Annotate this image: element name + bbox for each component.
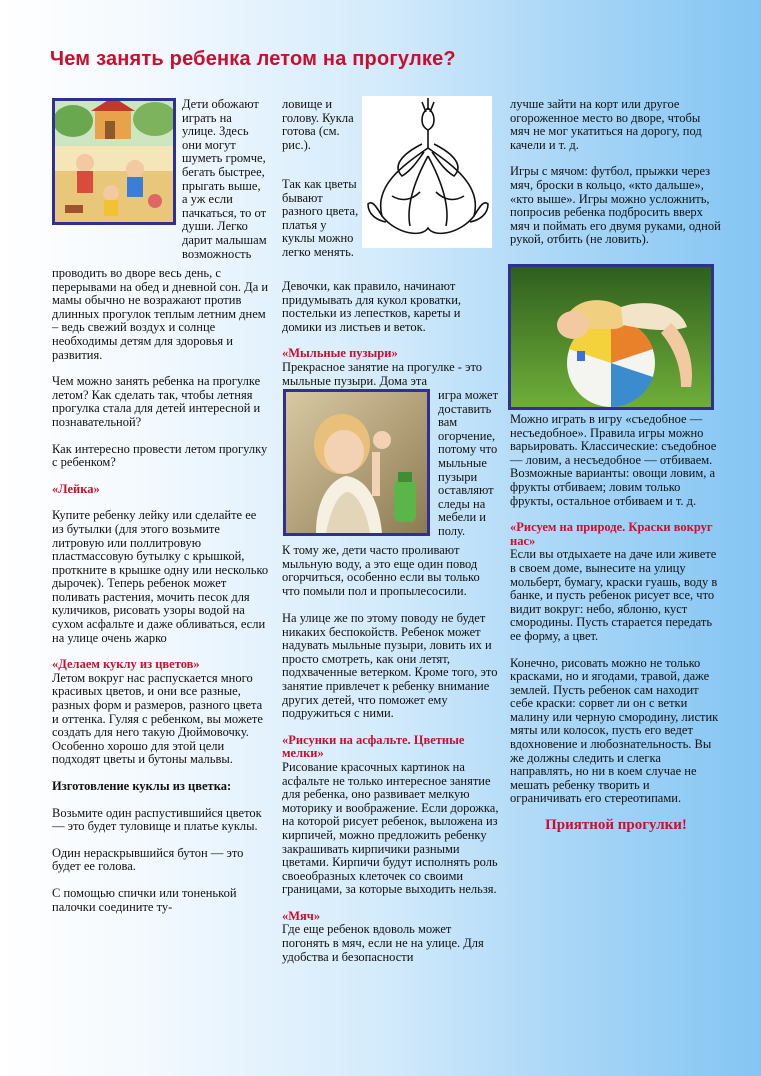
flower-doll-drawing [362,96,492,248]
heading-flower-doll: «Делаем куклу из цветов» [52,657,200,672]
ball-games-paragraph: Игры с мячом: футбол, прыжки через мяч, броски в кольцо, «кто дальше», «кто выше». Игры можно усложнить, попросив ребенка подбросить вверх мяч и поймать его двумя руками, одной рукой, отбить (не ловить). [510,164,721,247]
doll-step-2: Один нераскрывшийся бутон — это будет ее голова. [52,845,244,874]
heading-watering-can: «Лейка» [52,481,100,496]
heading-asphalt-drawing: «Рисунки на асфальте. Цветные мелки» [282,732,465,761]
girl-bubbles-photo [283,389,430,536]
ball-continued-paragraph: лучше зайти на корт или другое огороженное место во дворе, чтобы мяч не мог укатиться на дорогу, под качели и т. д. [510,97,702,152]
col2-body [282,612,500,977]
heading-soap-bubbles: «Мыльные пузыри» [282,346,398,360]
ball-paragraph: Где еще ребенок вдоволь может погонять в мяч, если не на улице. Для удобства и безопасности [282,922,484,964]
col2-cont-side: ловище и голову. Кукла готова (см. рис.). [282,97,354,152]
nature-paragraph: Если вы отдыхаете на даче или живете в своем доме, вынесите на улицу мольберт, бумагу, краски гуашь, воду в банке, и пусть ребенок рисует все, что видит вокруг: небо, яблоню, куст смородины. Пусть старается передать ее форму, а цвет. [510,547,718,643]
asphalt-paragraph: Рисование красочных картинок на асфальте не только интересное занятие для ребенка, оно развивает мелкую моторику и воображение. Если дорожка, на которой рисует ребенок, выложена из кирпичей, можно предложить ребенку закрашивать кирпичики разными цветами. Кирпичи будут исполнять роль своеобразных клеточек со своими границами, за которые выходить нельзя. [282,759,499,897]
bubbles-side-text: игра может доставить вам огорчение, потому что мыльные пузыри оставляют следы на мебели и полу. [438,388,499,538]
closing-wish: Приятной прогулки! [545,817,687,834]
street-paragraph: На улице же по этому поводу не будет никаких беспокойств. Ребенок может надувать мыльные пузыри, ловить их и просто смотреть, как они летят, подхваченные ветерком. Кроме того, это занятие привлечет к ребенку внимание других детей, что поможет ему подружиться с ними. [282,611,498,721]
flower-doll-paragraph: Летом вокруг нас распускается много красивых цветов, и они все разные, разных форм и размеров, разного цвета и оттенка. Гуляя с ребенком, вы можете создать для него такую Дюймовочку. Особенно хорошо для этой цели подходят цветы и бутоны мальвы. [52,670,263,767]
col1-question-1: Чем можно занять ребенка на прогулке летом? Как сделать так, чтобы летняя прогулка стала для детей интересной и познавательной? [52,374,261,429]
berries-paragraph: Конечно, рисовать можно не только красками, но и ягодами, травой, даже землей. Пусть ребенок сам находит себе краски: сорвет ли он с ветки малину или черную смородину, листик мяты или колосок, пусть его ведет вдохновение и любознательность. Вы же должны следить и слегка направлять, но ни в коем случае не мешать ребенку творить и ограничивать его стереотипами. [510,655,719,806]
watering-can-paragraph: Купите ребенку лейку или сделайте ее из бутылки (для этого возьмите литровую или поллитровую пластмассовую бутылку с крышкой, проткните в крышке одну или несколько дырочек). Теперь ребенок может поливать растения, мочить песок для куличиков, рисовать узоры водой на сухом асфальте и даже обливаться, если на улице очень жарко [52,508,269,645]
doll-step-1: Возьмите один распустившийся цветок — это будет туловище и платье куклы. [52,805,262,834]
col2-cont2-side: Так как цветы бывают разного цвета, платья у куклы можно легко менять. [282,177,359,259]
child-on-ball-photo [508,264,714,410]
heading-ball: «Мяч» [282,908,321,923]
col1-question-2: Как интересно провести летом прогулку с ребенком? [52,441,268,470]
edible-game-paragraph: Можно играть в игру «съедобное — несъедобное». Правила игры можно варьировать. Классические: съедобное — ловим, а несъедобное — отбиваем. Возможные варианты: овощи ловим, а фрукты отбиваем; ловим только фрукты, остальное отбиваем и т. д. [510,412,717,508]
col3-top [510,98,722,260]
col1-intro-side-text: Дети обожают играть на улице. Здесь они могут шуметь громче, бегать быстрее, прыгать выше, а уж если пачкаться, то от души. Легко дарит малышам возможность [182,97,267,261]
kids-playground-illustration [52,98,176,225]
heading-doll-making: Изготовление куклы из цветка: [52,779,232,793]
bubbles-top-text: Прекрасное занятие на прогулке - это мыльные пузыри. Дома эта [282,360,483,388]
heading-nature-drawing: «Рисуем на природе. Краски вокруг нас» [510,520,713,548]
col1-intro-rest: проводить во дворе весь день, с перерывами на обед и дневной сон. Да и мамы обычно не возражают против длинных прогулок теплым летним днем – ведь свежий воздух и солнце необходимы детям для здоровья и развития. [52,266,269,362]
doll-step-3: С помощью спички или тоненькой палочки соедините ту- [52,885,237,914]
bubbles-rest-text: К тому же, дети часто проливают мыльную воду, а это еще один повод огорчиться, особенно если вы только что помыли пол и пропылесосили. [282,543,480,598]
col1-body [52,267,270,927]
col2-girls-paragraph: Девочки, как правило, начинают придумывать для кукол кроватки, постельки из лепестков, кареты и домики из листьев и веток. [282,279,462,334]
page-title: Чем занять ребенка летом на прогулке? [50,48,456,70]
col3-body [510,413,722,833]
